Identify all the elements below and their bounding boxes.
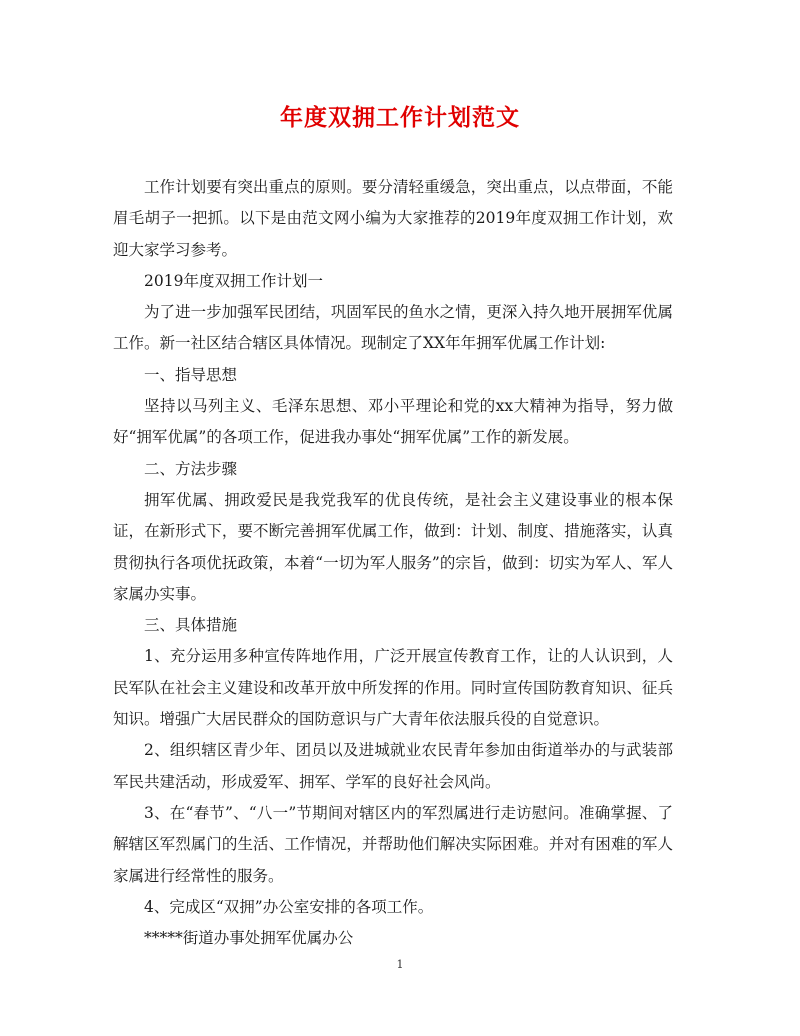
paragraph-intro: 工作计划要有突出重点的原则。要分清轻重缓急，突出重点，以点带面，不能眉毛胡子一把抓。以下是由范文网小编为大家推荐的2019年度双拥工作计划，欢迎大家学习参考。 [113,178,673,259]
paragraph-methods: 拥军优属、拥政爱民是我党我军的优良传统，是社会主义建设事业的根本保证，在新形式下，要不断完善拥军优属工作，做到：计划、制度、措施落实，认真贯彻执行各项优抚政策，本着“一切为军人服务”的宗旨，做到：切实为军人、军人家属办实事。 [113,490,673,603]
paragraph-measure-1: 1、充分运用多种宣传阵地作用，广泛开展宣传教育工作，让的人认识到，人民军队在社会主义建设和改革开放中所发挥的作用。同时宣传国防教育知识、征兵知识。增强广大居民群众的国防意识与广大青年依法服兵役的自觉意识。 [113,647,673,729]
paragraph-measure-2: 2、组织辖区青少年、团员以及进城就业农民青年参加由街道举办的与武装部军民共建活动，形成爱军、拥军、学军的良好社会风尚。 [113,741,673,791]
section-heading-guiding-thought: 一、指导思想 [144,365,238,384]
page-number: 1 [396,958,404,971]
document-body [113,172,673,954]
paragraph-plan-heading: 2019年度双拥工作计划一 [144,271,323,290]
document-title: 年度双拥工作计划范文 [280,104,520,131]
section-heading-methods: 二、方法步骤 [144,459,238,478]
paragraph-purpose: 为了进一步加强军民团结，巩固军民的鱼水之情，更深入持久地开展拥军优属工作。新一社区结合辖区具体情况。现制定了XX年年拥军优属工作计划: [113,303,673,353]
paragraph-signature: *****街道办事处拥军优属办公 [144,929,354,948]
paragraph-guiding-thought: 坚持以马列主义、毛泽东思想、邓小平理论和党的xx大精神为指导，努力做好“拥军优属”的各项工作，促进我办事处“拥军优属”工作的新发展。 [113,397,673,447]
paragraph-measure-4: 4、完成区“双拥”办公室安排的各项工作。 [144,897,434,916]
paragraph-measure-3: 3、在“春节”、“八一”节期间对辖区内的军烈属进行走访慰问。准确掌握、了解辖区军烈属门的生活、工作情况，并帮助他们解决实际困难。并对有困难的军人家属进行经常性的服务。 [113,803,673,885]
section-heading-measures: 三、具体措施 [144,616,238,635]
